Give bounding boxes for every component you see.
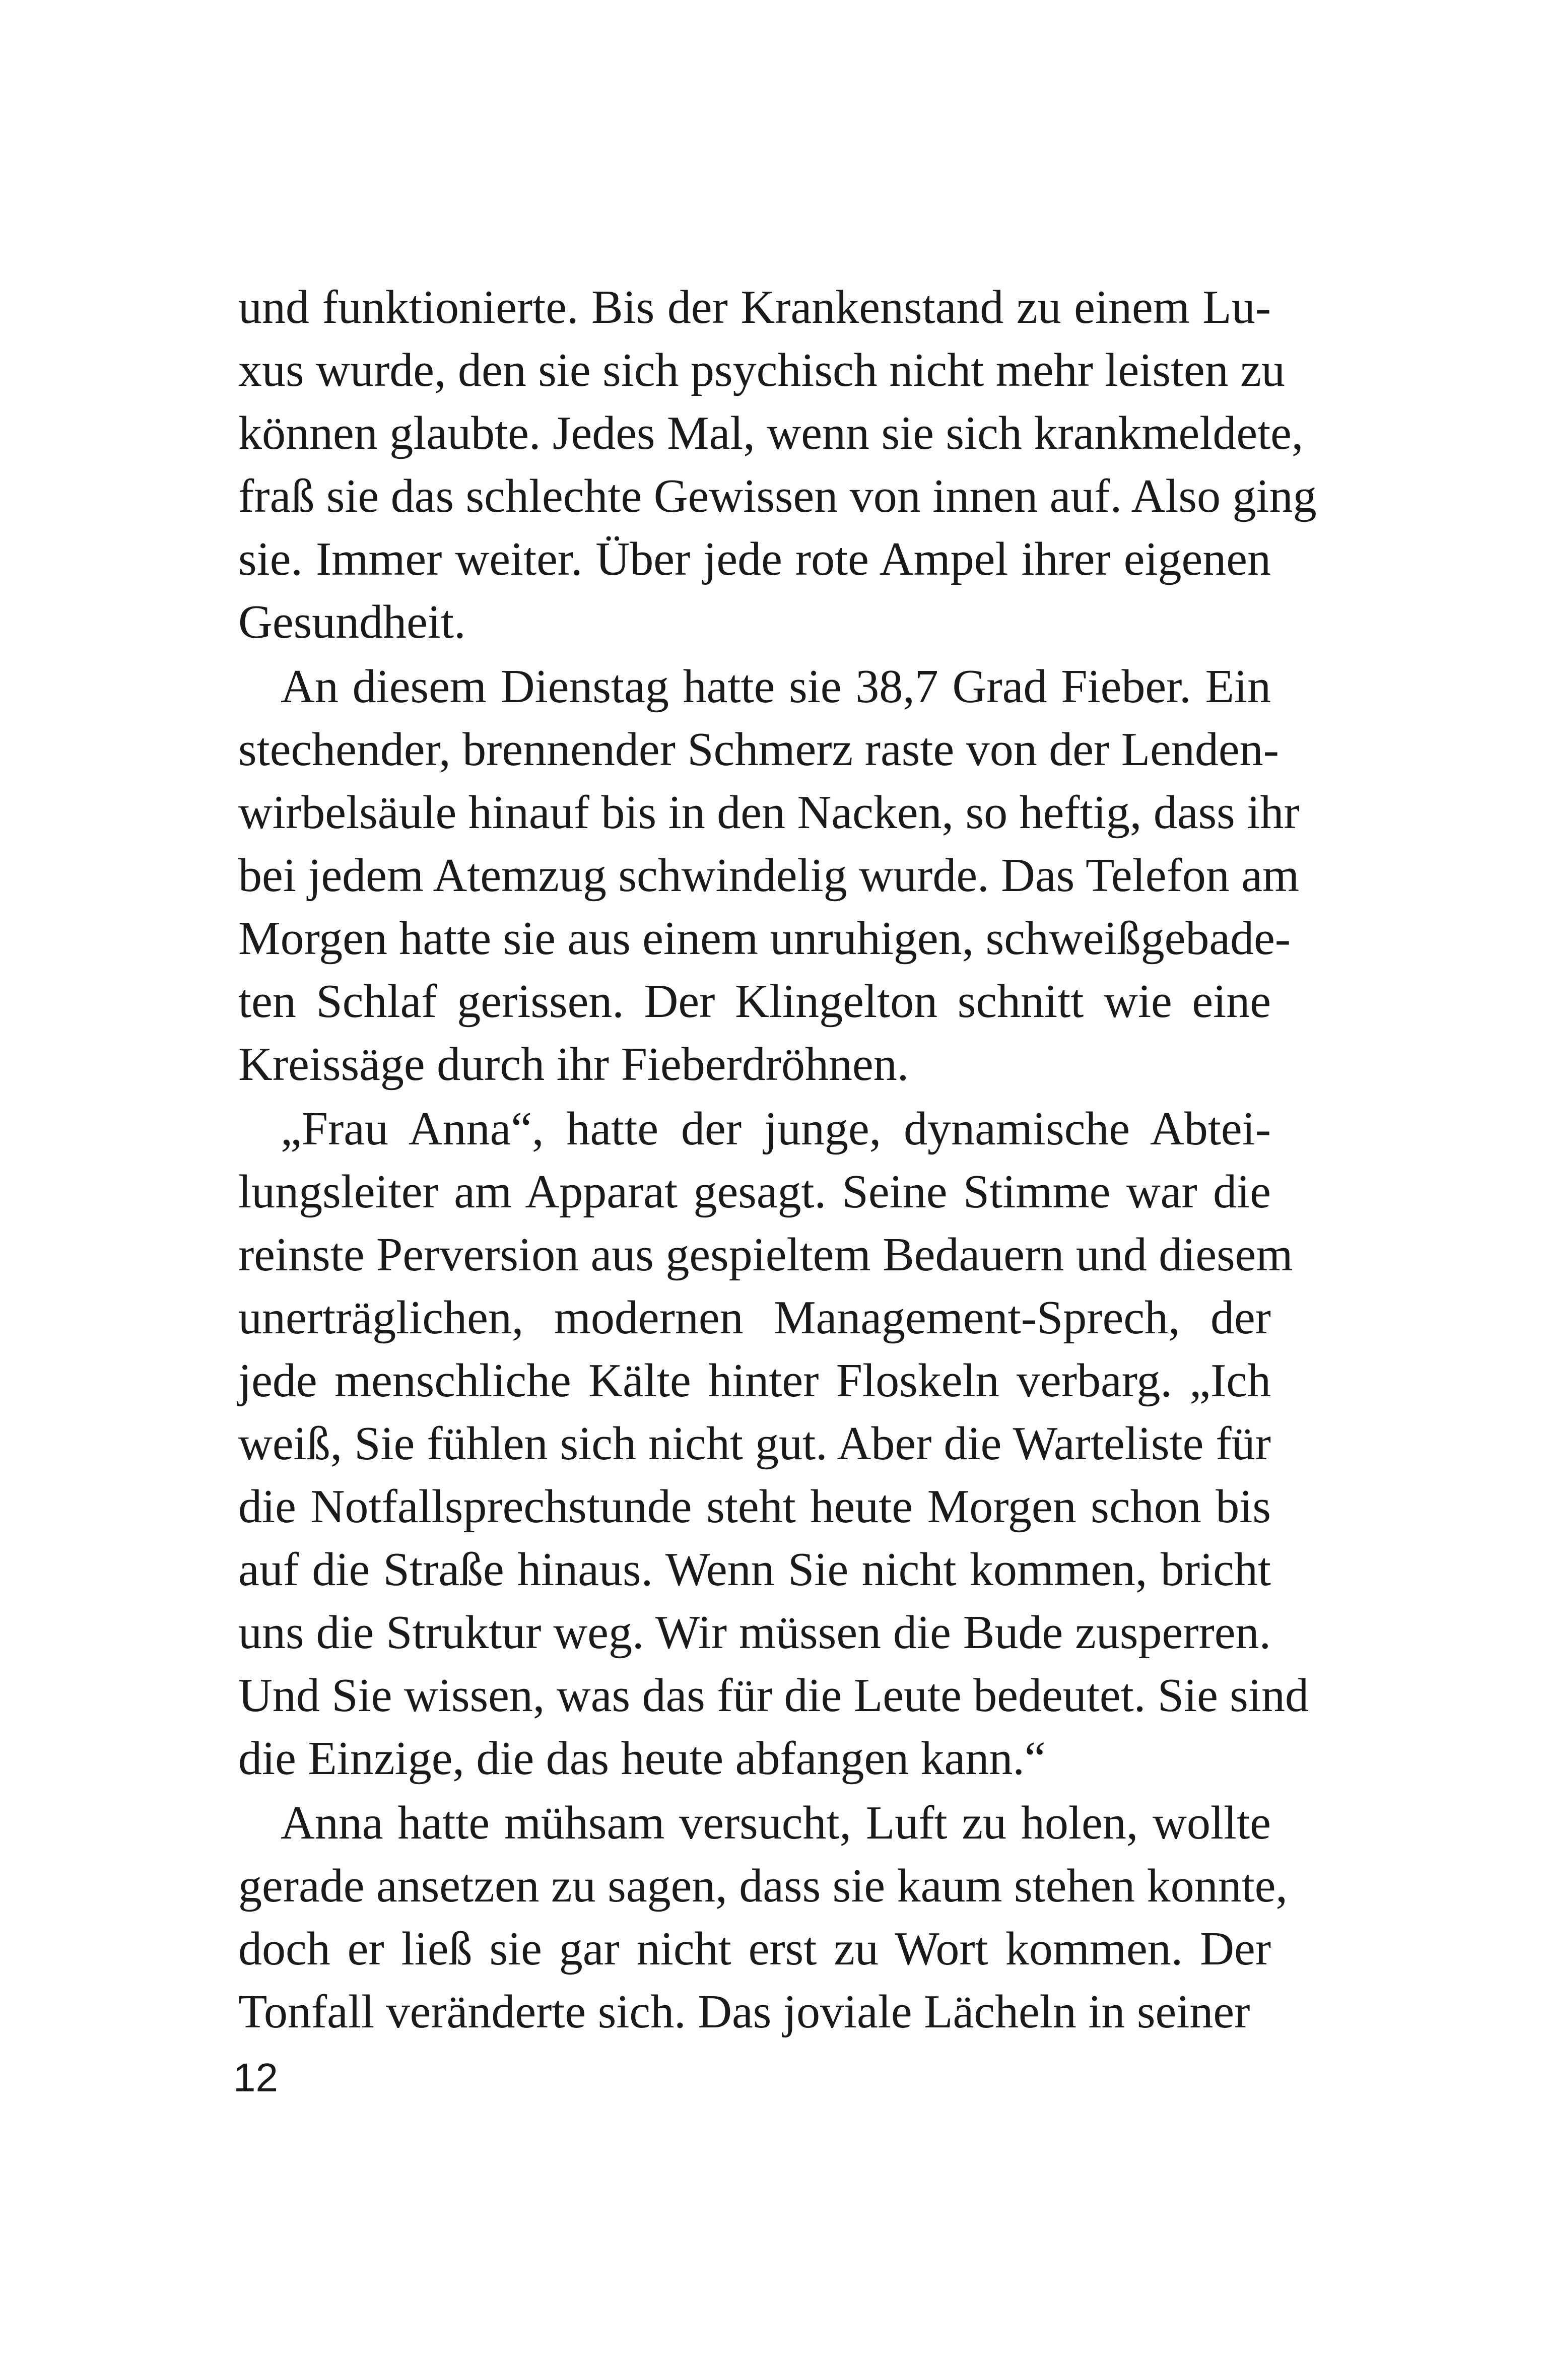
text-line: Tonfall veränderte sich. Das joviale Lächeln in seiner (238, 1986, 1250, 2038)
text-line: sie. Immer weiter. Über jede rote Ampel ihrer eigenen (238, 533, 1271, 585)
text-line: bei jedem Atemzug schwindelig wurde. Das Telefon am (238, 849, 1300, 902)
text-line: ten Schlaf gerissen. Der Klingelton schnitt wie eine (238, 975, 1271, 1028)
paragraph (238, 1098, 1309, 1790)
text-line: fraß sie das schlechte Gewissen von innen auf. Also ging (238, 470, 1317, 522)
page-number: 12 (233, 2055, 278, 2100)
text-line: Anna hatte mühsam versucht, Luft zu holen, wollte (281, 1797, 1271, 1849)
text-line: die Notfallsprechstunde steht heute Morgen schon bis (238, 1480, 1271, 1533)
paragraph (238, 655, 1300, 1096)
text-line: Und Sie wissen, was das für die Leute bedeutet. Sie sind (238, 1669, 1309, 1722)
text-line: xus wurde, den sie sich psychisch nicht mehr leisten zu (238, 344, 1285, 396)
text-line: reinste Perversion aus gespieltem Bedauern und diesem (238, 1229, 1293, 1281)
text-line: lungsleiter am Apparat gesagt. Seine Stimme war die (238, 1166, 1271, 1218)
text-line: können glaubte. Jedes Mal, wenn sie sich krankmeldete, (238, 407, 1304, 459)
text-line: Gesundheit. (238, 596, 466, 648)
paragraph (238, 276, 1317, 654)
text-line: die Einzige, die das heute abfangen kann.“ (238, 1732, 1046, 1785)
paragraph (238, 1792, 1288, 2044)
text-line: und funktionierte. Bis der Krankenstand zu einem Lu- (238, 281, 1271, 333)
text-line: An diesem Dienstag hatte sie 38,7 Grad Fieber. Ein (281, 660, 1271, 713)
text-line: Morgen hatte sie aus einem unruhigen, schweißgebade- (238, 912, 1291, 965)
body-text (238, 276, 1317, 2044)
text-line: gerade ansetzen zu sagen, dass sie kaum stehen konnte, (238, 1860, 1288, 1912)
text-line: unerträglichen, modernen Management-Sprech, der (238, 1291, 1271, 1344)
text-line: uns die Struktur weg. Wir müssen die Bude zusperren. (238, 1606, 1271, 1659)
text-line: Kreissäge durch ihr Fieberdröhnen. (238, 1038, 909, 1091)
text-line: weiß, Sie fühlen sich nicht gut. Aber die Warteliste für (238, 1417, 1271, 1470)
text-line: auf die Straße hinaus. Wenn Sie nicht kommen, bricht (238, 1543, 1271, 1596)
text-line: wirbelsäule hinauf bis in den Nacken, so heftig, dass ihr (238, 786, 1300, 839)
text-line: „Frau Anna“, hatte der junge, dynamische Abtei- (281, 1103, 1271, 1155)
text-line: doch er ließ sie gar nicht erst zu Wort kommen. Der (238, 1923, 1271, 1975)
text-line: stechender, brennender Schmerz raste von der Lenden- (238, 723, 1279, 776)
text-line: jede menschliche Kälte hinter Floskeln verbarg. „Ich (238, 1354, 1271, 1407)
